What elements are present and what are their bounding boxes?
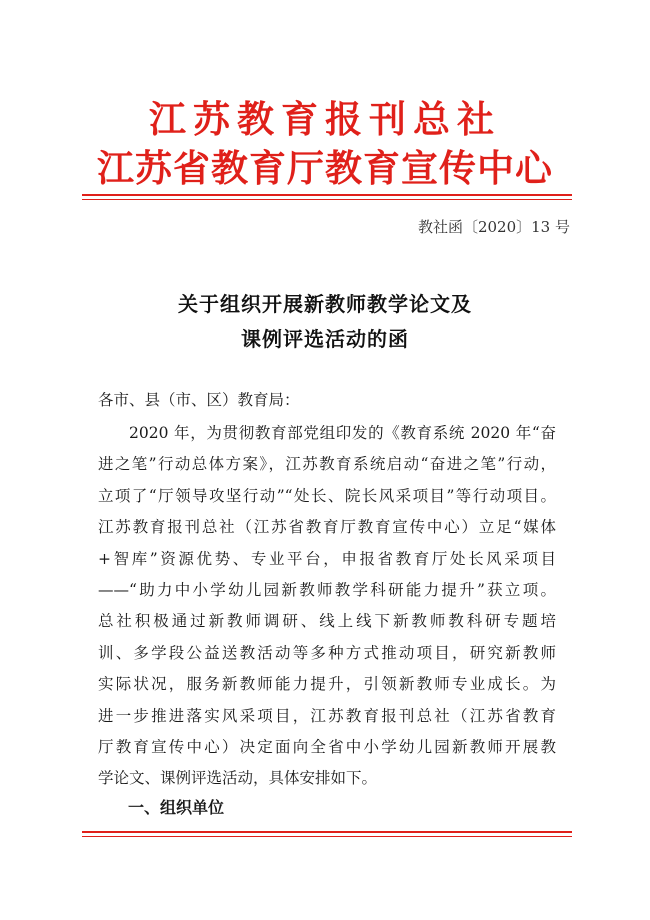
body-line: 江苏教育报刊总社（江苏省教育厅教育宣传中心）立足“媒体: [98, 518, 556, 537]
salutation: 各市、县（市、区）教育局：: [98, 391, 300, 409]
org-name-line2: 江苏省教育厅教育宣传中心: [97, 146, 553, 190]
body-text: [98, 418, 556, 795]
body-line: 立项了“厅领导攻坚行动”“处长、院长风采项目”等行动项目。: [98, 486, 556, 505]
top-red-rule-thin: [82, 199, 572, 200]
body-line: ——“助力中小学幼儿园新教师教学科研能力提升”获立项。: [98, 580, 556, 599]
body-line: 进之笔”行动总体方案》，江苏教育系统启动“奋进之笔”行动，: [98, 455, 556, 474]
top-red-rule-thick: [82, 194, 572, 196]
section-heading: 一、组织单位: [128, 798, 225, 817]
bottom-red-rule-thin: [82, 836, 572, 837]
body-line: 实际状况，服务新教师能力提升，引领新教师专业成长。为: [98, 675, 556, 694]
body-line: 学论文、课例评选活动，具体安排如下。: [98, 769, 378, 788]
document-title-line1: 关于组织开展新教师教学论文及: [178, 292, 472, 316]
body-line: 厅教育宣传中心）决定面向全省中小学幼儿园新教师开展教: [98, 737, 556, 756]
body-line: 进一步推进落实风采项目，江苏教育报刊总社（江苏省教育: [98, 706, 556, 725]
bottom-red-rule-thick: [82, 831, 572, 833]
document-number: 教社函〔2020〕13 号: [417, 218, 570, 236]
body-line: +智库”资源优势、专业平台，申报省教育厅处长风采项目: [98, 549, 556, 568]
body-line: 2020 年，为贯彻教育部党组印发的《教育系统 2020 年“奋: [129, 424, 556, 442]
body-line: 总社积极通过新教师调研、线上线下新教师教科研专题培: [98, 612, 556, 631]
org-name-line1: 江苏教育报刊总社: [149, 97, 501, 141]
body-line: 训、多学段公益送教活动等多种方式推动项目，研究新教师: [98, 643, 556, 662]
document-title-line2: 课例评选活动的函: [241, 327, 409, 351]
